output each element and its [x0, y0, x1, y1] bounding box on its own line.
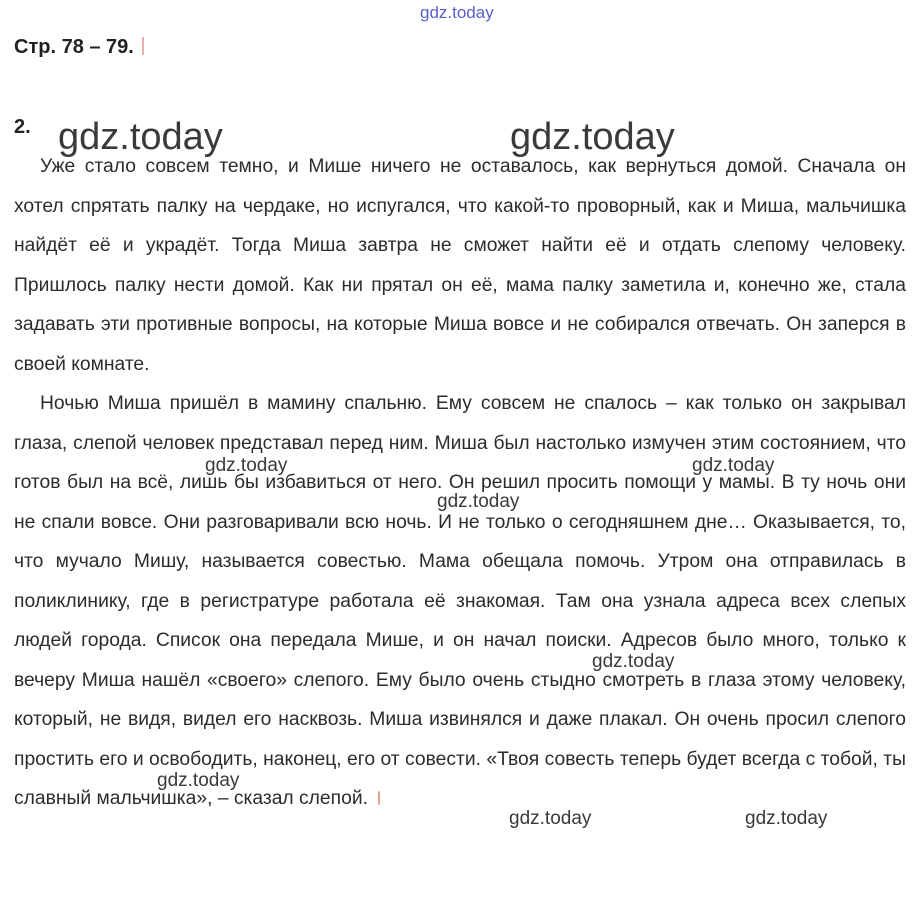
watermark-top: gdz.today [420, 3, 494, 22]
watermark-small: gdz.today [509, 808, 592, 829]
watermark-small: gdz.today [437, 491, 520, 512]
task-number: 2. [14, 116, 31, 138]
answer-text [14, 147, 906, 819]
watermark-big-left: gdz.today [58, 116, 223, 158]
watermark-big-right: gdz.today [510, 116, 675, 158]
watermark-small: gdz.today [592, 651, 675, 672]
watermark-small: gdz.today [745, 808, 828, 829]
paragraph-1: Уже стало совсем темно, и Мише ничего не оставалось, как вернуться домой. Сначала он хотел спрятать палку на чердаке, но испугался, что какой-то проворный, как и Миша, мальчишка найдёт её и украдёт. Тогда Миша завтра не сможет найти её и отдать слепому человеку. Пришлось палку нести домой. Как ни прятал он её, мама палку заметила и, конечно же, стала задавать эти противные вопросы, на которые Миша вовсе и не собирался отвечать. Он заперся в своей комнате. [14, 156, 906, 375]
paragraph-2-text: Ночью Миша пришёл в мамину спальню. Ему совсем не спалось – как только он закрывал глаза, слепой человек представал перед ним. Миша был настолько измучен этим состоянием, что готов был на всё, лишь бы избавиться от него. Он решил просить помощи у мамы. В ту ночь они не спали вовсе. Они разговаривали всю ночь. И не только о сегодняшнем дне… Оказывается, то, что мучало Мишу, называется совестью. Мама обещала помочь. Утром она отправилась в поликлинику, где в регистратуре работала её знакомая. Там она узнала адреса всех слепых людей города. Список она передала Мише, и он начал поиски. Адресов было много, только к вечеру Миша нашёл «своего» слепого. Ему было очень стыдно смотреть в глаза этому человеку, который, не видя, видел его насквозь. Миша извинялся и даже плакал. Он очень просил слепого простить его и освободить, наконец, его от совести. «Твоя совесть теперь будет всегда с тобой, ты славный мальчишка», – сказал слепой. [14, 393, 906, 809]
watermark-small: gdz.today [692, 455, 775, 476]
page-reference-text: Стр. 78 – 79. [14, 36, 134, 58]
page-reference [14, 36, 144, 59]
red-mark [142, 37, 144, 55]
watermark-small: gdz.today [205, 455, 288, 476]
watermark-small: gdz.today [157, 770, 240, 791]
red-mark-end [378, 791, 383, 805]
paragraph-2 [14, 384, 906, 819]
